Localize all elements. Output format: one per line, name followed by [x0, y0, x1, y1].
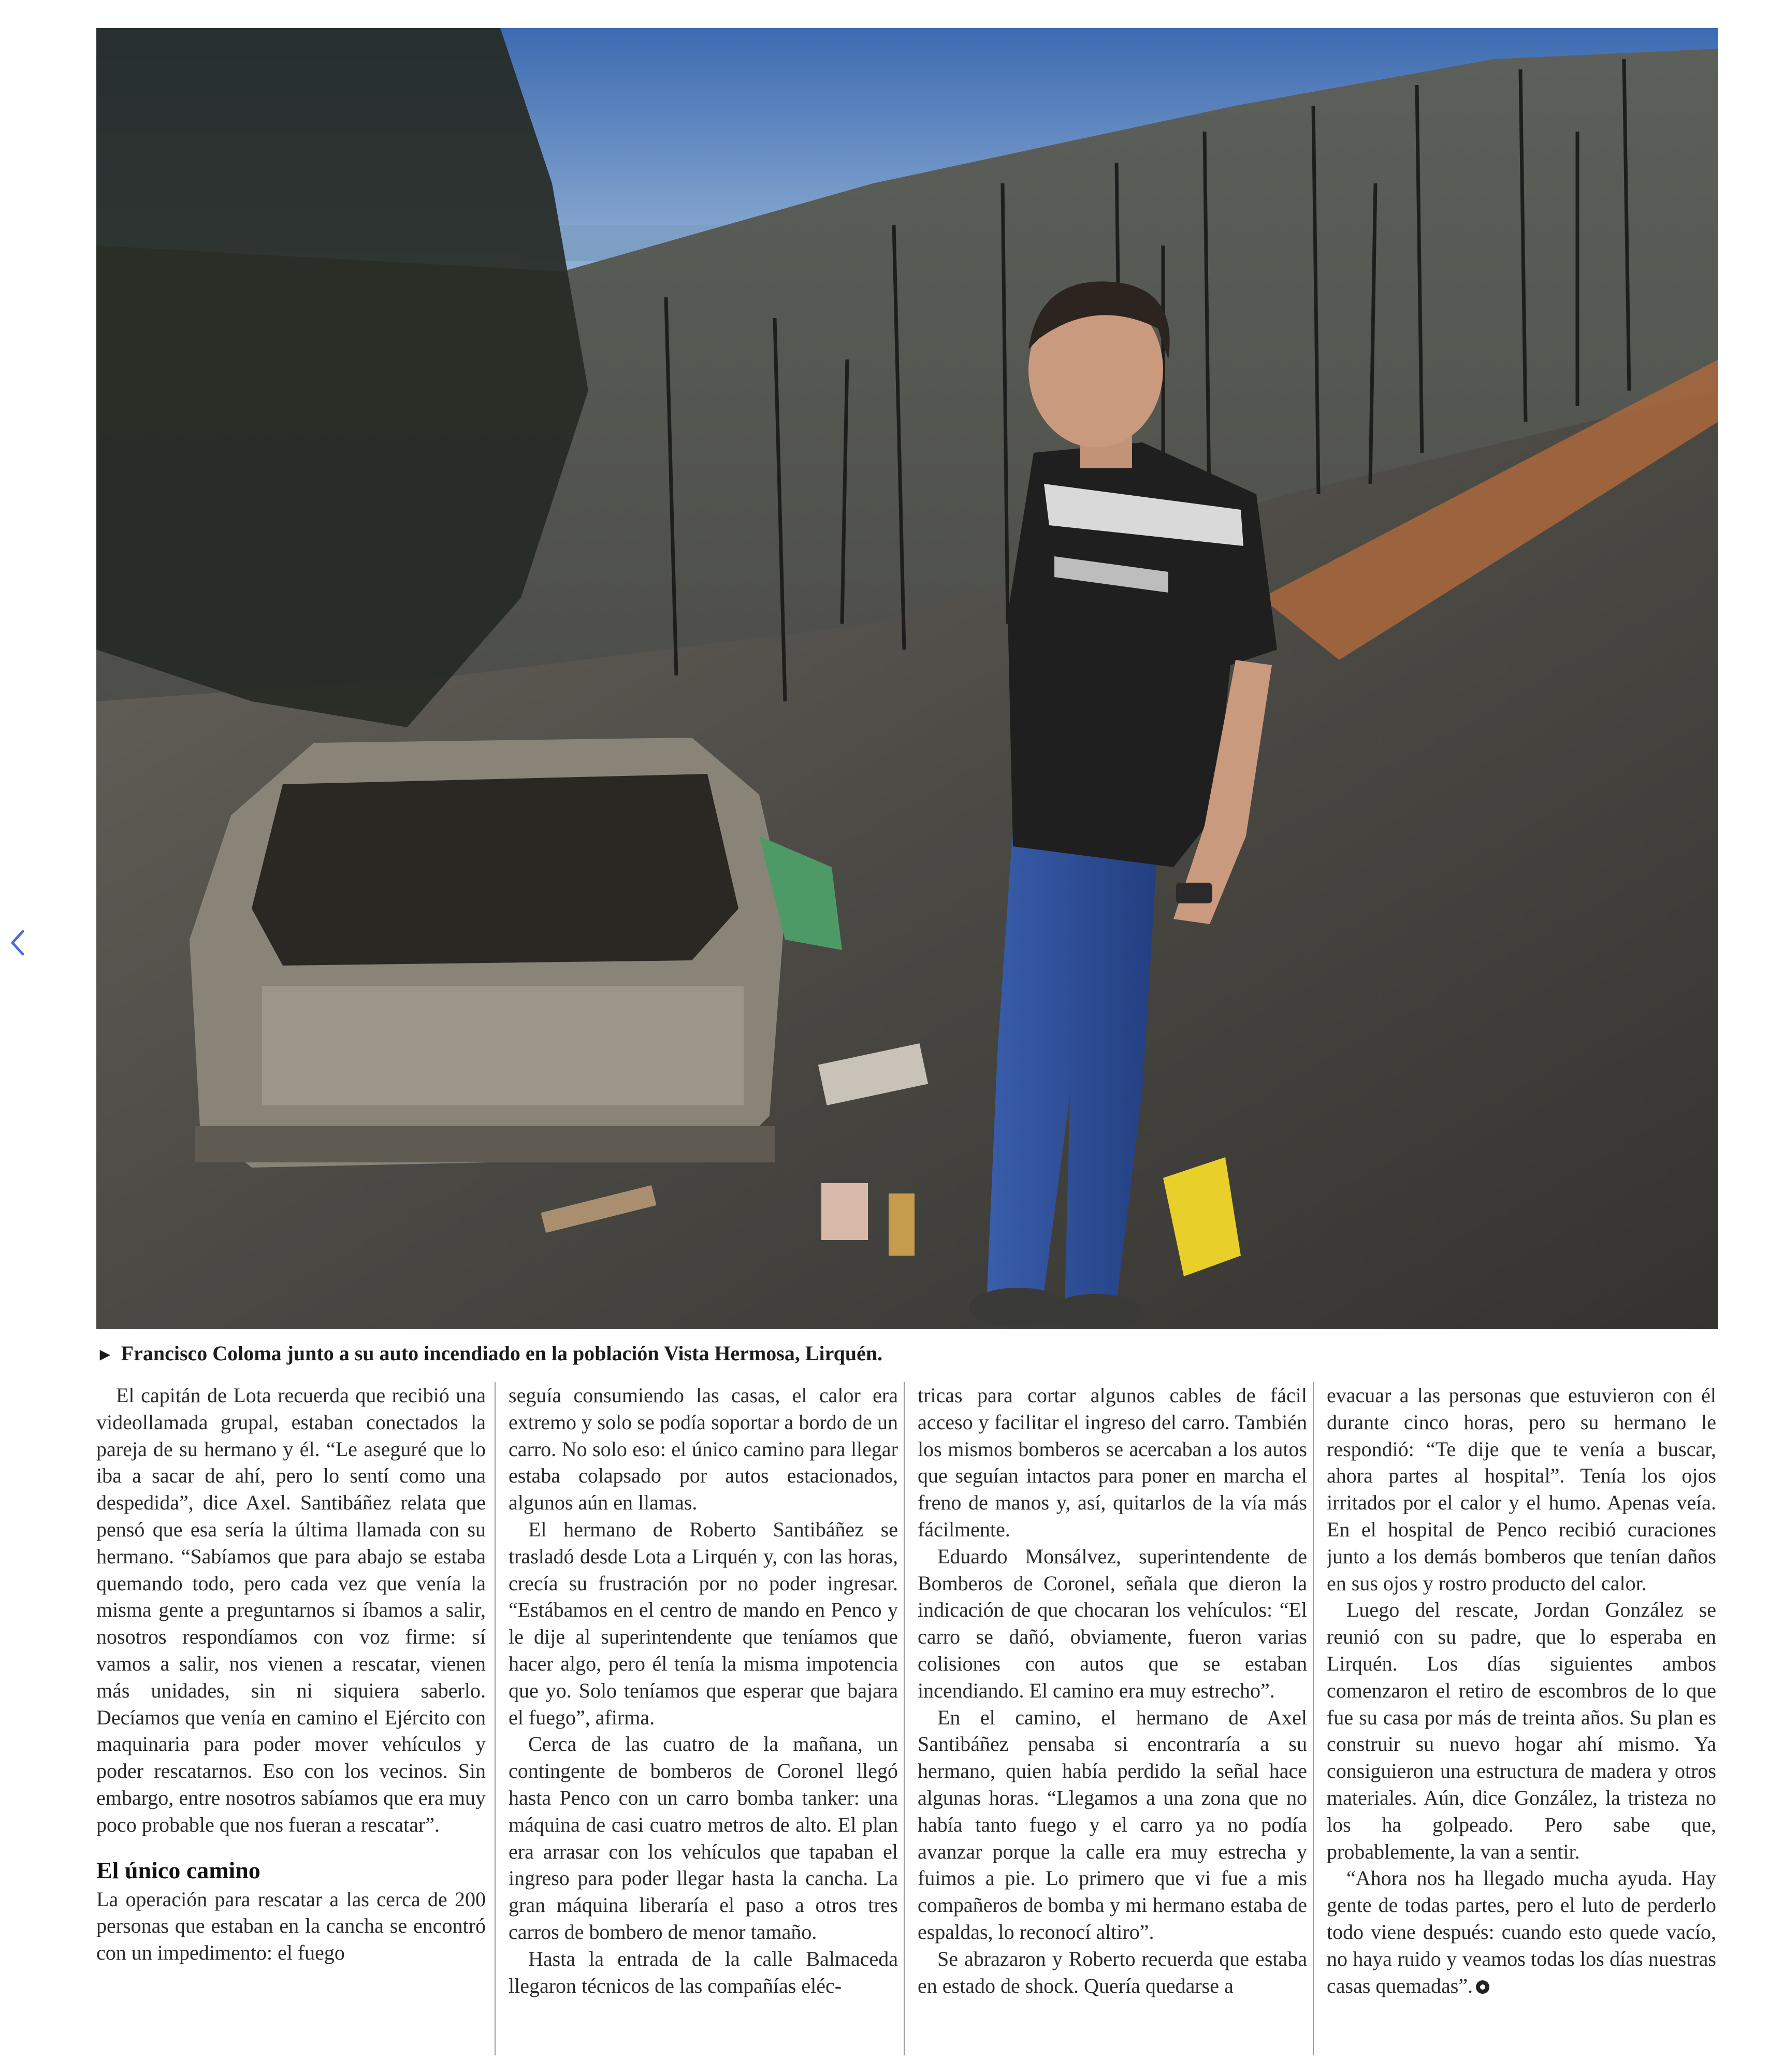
article-column-3 [918, 1382, 1307, 2061]
article-paragraph: En el camino, el hermano de Axel Santibáñez pensaba si encontraría a su hermano, quien había perdido la señal hace algunas horas. “Llegamos a una zona que no había tanto fuego y el carro ya no podía avanzar porque la calle era muy estrecha y fuimos a pie. Lo primero que vi fue a mis compañeros de bomba y mi hermano estaba de espaldas, lo reconocí altiro”. [918, 1705, 1307, 1944]
article-paragraph: El hermano de Roberto Santibáñez se trasladó desde Lota a Lirquén y, con las horas, crecía su frustración por no poder ingresar. “Estábamos en el centro de mando en Penco y le dije al superintendente que teníamos que hacer algo, pero él tenía la misma impotencia que yo. Solo teníamos que esperar que bajara el fuego”, afirma. [509, 1517, 898, 1729]
column-rule [1313, 1382, 1314, 2055]
article-paragraph: tricas para cortar algunos cables de fácil acceso y facilitar el ingreso del carro. También los mismos bomberos se acercaban a los autos que seguían intactos para poner en marcha el freno de manos y, así, quitarlos de la vía más fácilmente. [918, 1384, 1307, 1541]
article-column-1 [96, 1382, 486, 2061]
article-paragraph: La operación para rescatar a las cerca de 200 personas que estaban en la cancha se encontró con un impedimento: el fuego [96, 1887, 486, 1965]
column-rule [904, 1382, 905, 2055]
article-photo [96, 28, 1718, 1329]
article-paragraph-text: “Ahora nos ha llegado mucha ayuda. Hay gente de todas partes, pero el luto de perderlo todo viene después: cuando esto quede vacío, no haya ruido y veamos todas los días nuestras casas quemadas”. [1327, 1866, 1716, 1997]
photo-caption [96, 1335, 1718, 1372]
section-heading: El único camino [96, 1857, 260, 1883]
caption-text: Francisco Coloma junto a su auto incendiado en la población Vista Hermosa, Lirquén. [121, 1342, 883, 1365]
article-paragraph: seguía consumiendo las casas, el calor era extremo y solo se podía soportar a bordo de un carro. No solo eso: el único camino para llegar estaba colapsado por autos estacionados, algunos aún en llamas. [509, 1384, 898, 1515]
caption-marker-icon: ► [96, 1345, 114, 1364]
article-paragraph: Cerca de las cuatro de la mañana, un contingente de bomberos de Coronel llegó hasta Penco con un carro bomba tanker: una máquina de casi cuatro metros de alto. El plan era arrasar con los vehículos que tapaban el ingreso para poder llegar hasta la cancha. La gran máquina liberaría el paso a otros tres carros de bombero de menor tamaño. [509, 1732, 898, 1944]
article-paragraph: evacuar a las personas que estuvieron con él durante cinco horas, pero su hermano le respondió: “Te dije que te venía a buscar, ahora partes al hospital”. Tenía los ojos irritados por el calor y el humo. Apenas veía. En el hospital de Penco recibió curaciones junto a los demás bomberos que tenían daños en sus ojos y rostro producto del calor. [1327, 1384, 1716, 1595]
article-paragraph: Eduardo Monsálvez, superintendente de Bomberos de Coronel, señala que dieron la indicación de que chocaran los vehículos: “El carro se dañó, obviamente, fueron varias colisiones con autos que se estaban incendiando. El camino era muy estrecho”. [918, 1544, 1307, 1702]
article-paragraph: Hasta la entrada de la calle Balmaceda llegaron técnicos de las compañías eléc- [509, 1947, 898, 1997]
photo-burned-car [190, 738, 842, 1168]
article-paragraph: Luego del rescate, Jordan González se reunió con su padre, que lo esperaba en Lirquén. Los días siguientes ambos comenzaron el retiro de escombros de lo que fue su casa por más de treinta años. Su plan es construir su nuevo hogar ahí mismo. Ya consiguieron una estructura de madera y otros materiales. Aún, dice González, la tristeza no los ha golpeado. Pero sabe que, probablemente, la van a sentir. [1327, 1598, 1716, 1863]
column-rule [495, 1382, 496, 2055]
previous-page-arrow-icon[interactable] [7, 928, 28, 957]
article-paragraph: El capitán de Lota recuerda que recibió una videollamada grupal, estaban conectados la pareja de su hermano y él. “Le aseguré que lo iba a sacar de ahí, pero lo sentí como una despedida”, dice Axel. Santibáñez relata que pensó que esa sería la última llamada con su hermano. “Sabíamos que para abajo se estaba quemando todo, pero cada vez que venía la misma gente a preguntarnos si íbamos a salir, nosotros respondíamos con voz firme: sí vamos a salir, nos vienen a rescatar, vienen más unidades, sin ni siquiera saberlo. Decíamos que venía en camino el Ejército con maquinaria para poder mover vehículos y poder rescatarnos. Eso con los vecinos. Sin embargo, entre nosotros sabíamos que era muy poco probable que nos fueran a rescatar”. [96, 1384, 486, 1836]
article-paragraph [1327, 1865, 1716, 1999]
article-column-4 [1327, 1382, 1716, 2061]
article-end-mark-icon [1476, 1980, 1489, 1994]
article-column-2 [509, 1382, 898, 2061]
article-paragraph: Se abrazaron y Roberto recuerda que estaba en estado de shock. Quería quedarse a [918, 1947, 1307, 1997]
